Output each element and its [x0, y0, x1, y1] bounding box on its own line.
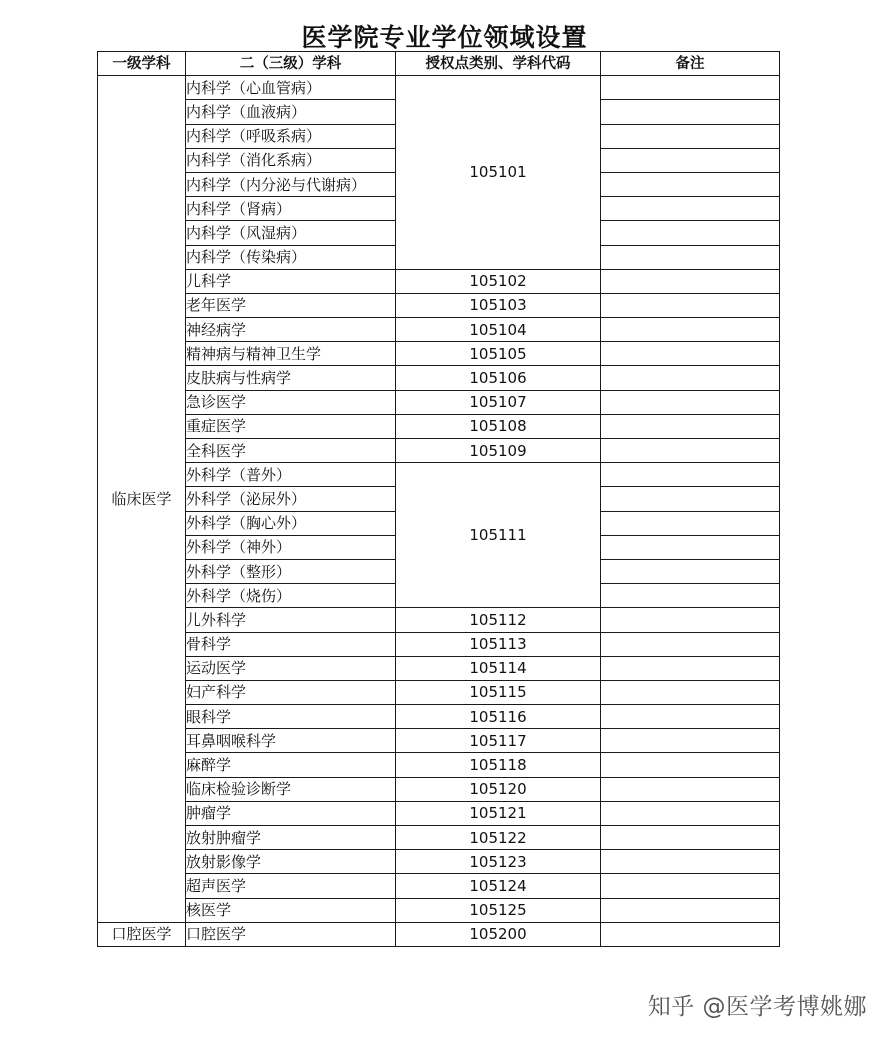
table-row	[98, 293, 780, 317]
remarks-cell	[601, 826, 780, 850]
table-row	[98, 777, 780, 801]
second-level-cell: 临床检验诊断学	[186, 777, 396, 801]
second-level-cell: 内科学（肾病）	[186, 197, 396, 221]
table-row	[98, 390, 780, 414]
code-cell: 105103	[396, 293, 601, 317]
remarks-cell	[601, 874, 780, 898]
table-row	[98, 680, 780, 704]
table-row	[98, 922, 780, 946]
remarks-cell	[601, 632, 780, 656]
second-level-cell: 超声医学	[186, 874, 396, 898]
code-cell: 105105	[396, 342, 601, 366]
remarks-cell	[601, 656, 780, 680]
second-level-cell: 神经病学	[186, 318, 396, 342]
watermark: 知乎 @医学考博姚娜	[647, 994, 867, 1020]
table-row	[98, 414, 780, 438]
remarks-cell	[601, 898, 780, 922]
second-level-cell: 耳鼻咽喉科学	[186, 729, 396, 753]
second-level-cell: 外科学（泌尿外）	[186, 487, 396, 511]
code-cell: 105115	[396, 680, 601, 704]
table-row	[98, 608, 780, 632]
second-level-cell: 内科学（呼吸系病）	[186, 124, 396, 148]
remarks-cell	[601, 801, 780, 825]
second-level-cell: 内科学（血液病）	[186, 100, 396, 124]
header-remarks: 备注	[601, 52, 780, 76]
table-row	[98, 318, 780, 342]
second-level-cell: 内科学（传染病）	[186, 245, 396, 269]
table-row	[98, 801, 780, 825]
table-row	[98, 656, 780, 680]
remarks-cell	[601, 100, 780, 124]
code-cell: 105107	[396, 390, 601, 414]
code-cell: 105117	[396, 729, 601, 753]
code-cell: 105120	[396, 777, 601, 801]
remarks-cell	[601, 777, 780, 801]
table-row	[98, 705, 780, 729]
remarks-cell	[601, 245, 780, 269]
second-level-cell: 外科学（神外）	[186, 535, 396, 559]
second-level-cell: 内科学（内分泌与代谢病）	[186, 172, 396, 196]
code-cell: 105116	[396, 705, 601, 729]
remarks-cell	[601, 922, 780, 946]
second-level-cell: 肿瘤学	[186, 801, 396, 825]
remarks-cell	[601, 463, 780, 487]
second-level-cell: 眼科学	[186, 705, 396, 729]
second-level-cell: 麻醉学	[186, 753, 396, 777]
table-row	[98, 463, 780, 487]
second-level-cell: 运动医学	[186, 656, 396, 680]
code-cell: 105125	[396, 898, 601, 922]
discipline-table	[97, 51, 780, 947]
remarks-cell	[601, 535, 780, 559]
second-level-cell: 精神病与精神卫生学	[186, 342, 396, 366]
remarks-cell	[601, 293, 780, 317]
second-level-cell: 内科学（风湿病）	[186, 221, 396, 245]
remarks-cell	[601, 390, 780, 414]
second-level-cell: 外科学（普外）	[186, 463, 396, 487]
second-level-cell: 儿科学	[186, 269, 396, 293]
remarks-cell	[601, 76, 780, 100]
second-level-cell: 放射影像学	[186, 850, 396, 874]
first-level-cell: 临床医学	[98, 76, 186, 923]
table-row	[98, 342, 780, 366]
second-level-cell: 急诊医学	[186, 390, 396, 414]
table-body	[98, 76, 780, 947]
code-cell: 105109	[396, 439, 601, 463]
second-level-cell: 内科学（心血管病）	[186, 76, 396, 100]
second-level-cell: 放射肿瘤学	[186, 826, 396, 850]
code-cell: 105122	[396, 826, 601, 850]
remarks-cell	[601, 148, 780, 172]
header-first-level: 一级学科	[98, 52, 186, 76]
second-level-cell: 皮肤病与性病学	[186, 366, 396, 390]
remarks-cell	[601, 559, 780, 583]
table-row	[98, 632, 780, 656]
table-row	[98, 826, 780, 850]
code-cell: 105114	[396, 656, 601, 680]
code-cell: 105200	[396, 922, 601, 946]
remarks-cell	[601, 753, 780, 777]
code-cell: 105106	[396, 366, 601, 390]
second-level-cell: 核医学	[186, 898, 396, 922]
remarks-cell	[601, 487, 780, 511]
code-cell: 105121	[396, 801, 601, 825]
second-level-cell: 外科学（整形）	[186, 559, 396, 583]
first-level-cell: 口腔医学	[98, 922, 186, 946]
code-cell: 105124	[396, 874, 601, 898]
table-row	[98, 76, 780, 100]
remarks-cell	[601, 342, 780, 366]
table-row	[98, 366, 780, 390]
second-level-cell: 内科学（消化系病）	[186, 148, 396, 172]
table-header-row	[98, 52, 780, 76]
table-row	[98, 269, 780, 293]
remarks-cell	[601, 608, 780, 632]
second-level-cell: 儿外科学	[186, 608, 396, 632]
remarks-cell	[601, 584, 780, 608]
remarks-cell	[601, 850, 780, 874]
remarks-cell	[601, 197, 780, 221]
remarks-cell	[601, 366, 780, 390]
second-level-cell: 重症医学	[186, 414, 396, 438]
code-cell: 105108	[396, 414, 601, 438]
remarks-cell	[601, 705, 780, 729]
table-row	[98, 439, 780, 463]
code-cell: 105101	[396, 76, 601, 270]
remarks-cell	[601, 729, 780, 753]
remarks-cell	[601, 439, 780, 463]
second-level-cell: 全科医学	[186, 439, 396, 463]
code-cell: 105102	[396, 269, 601, 293]
second-level-cell: 老年医学	[186, 293, 396, 317]
header-code: 授权点类别、学科代码	[396, 52, 601, 76]
remarks-cell	[601, 124, 780, 148]
code-cell: 105112	[396, 608, 601, 632]
second-level-cell: 外科学（烧伤）	[186, 584, 396, 608]
remarks-cell	[601, 318, 780, 342]
remarks-cell	[601, 680, 780, 704]
page-title: 医学院专业学位领域设置	[301, 23, 588, 52]
remarks-cell	[601, 511, 780, 535]
code-cell: 105104	[396, 318, 601, 342]
second-level-cell: 口腔医学	[186, 922, 396, 946]
table-row	[98, 753, 780, 777]
table-row	[98, 898, 780, 922]
table-row	[98, 874, 780, 898]
second-level-cell: 骨科学	[186, 632, 396, 656]
remarks-cell	[601, 221, 780, 245]
table-row	[98, 729, 780, 753]
table-row	[98, 850, 780, 874]
code-cell: 105118	[396, 753, 601, 777]
second-level-cell: 妇产科学	[186, 680, 396, 704]
code-cell: 105123	[396, 850, 601, 874]
code-cell: 105113	[396, 632, 601, 656]
header-second-level: 二（三级）学科	[186, 52, 396, 76]
remarks-cell	[601, 172, 780, 196]
code-cell: 105111	[396, 463, 601, 608]
remarks-cell	[601, 414, 780, 438]
second-level-cell: 外科学（胸心外）	[186, 511, 396, 535]
remarks-cell	[601, 269, 780, 293]
